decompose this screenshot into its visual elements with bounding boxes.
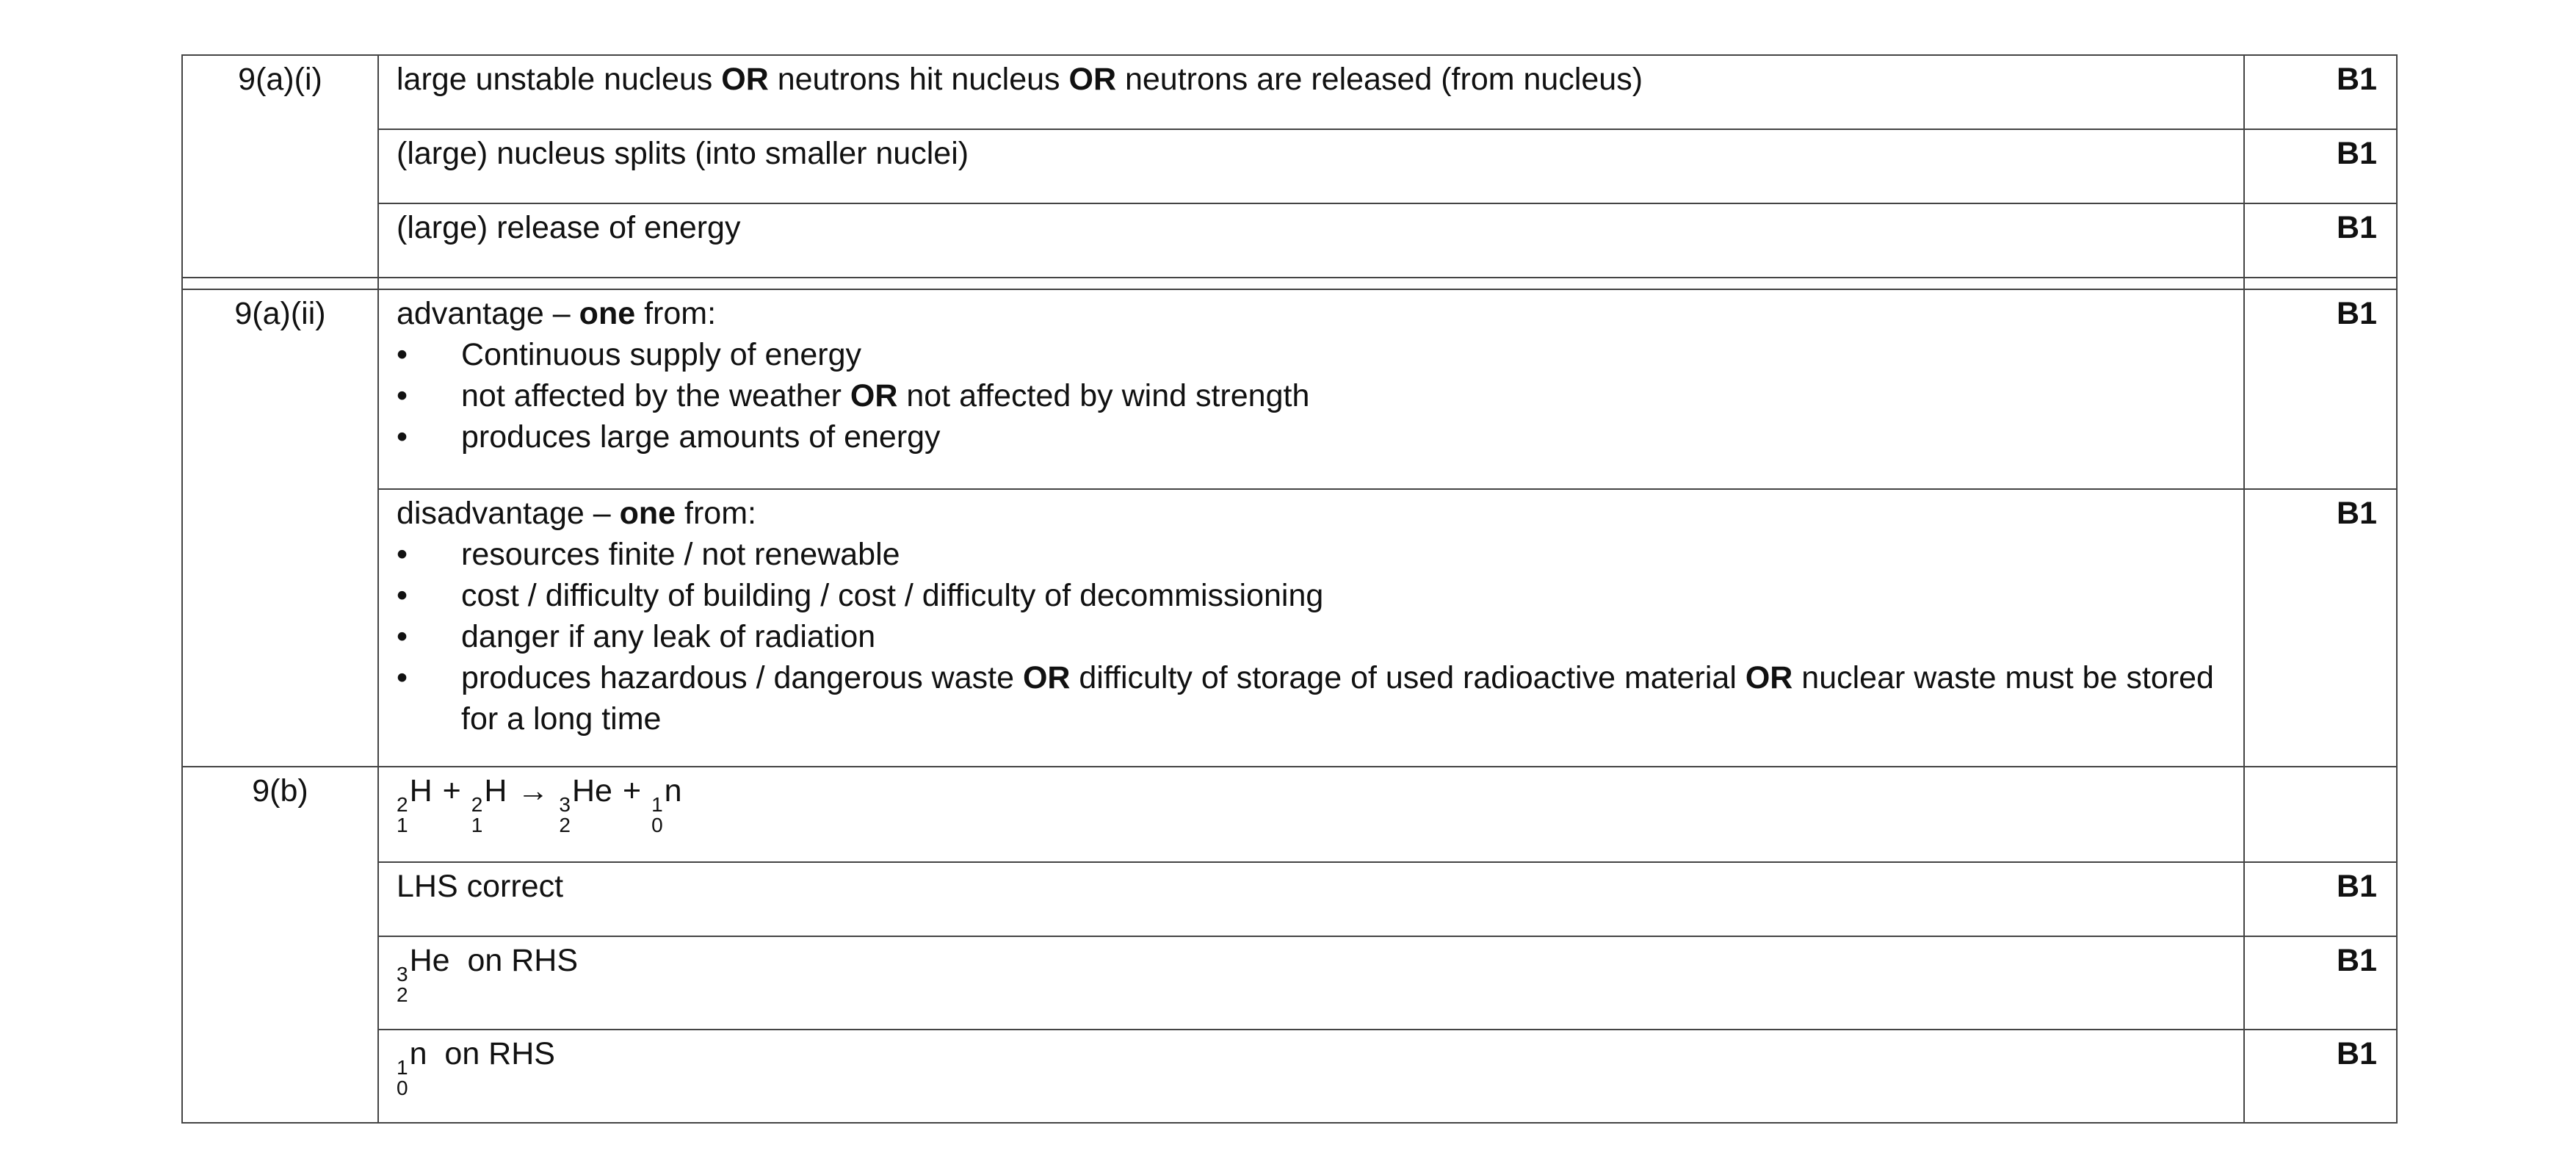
table-row (182, 489, 2397, 767)
separator-cell (2244, 278, 2397, 289)
element-symbol: He (571, 773, 612, 809)
nuclide-helium-3 (397, 940, 450, 1005)
list-item (397, 575, 2226, 616)
mark-label: B1 (2337, 943, 2377, 978)
nuclide-hydrogen-2 (471, 770, 507, 836)
mark-label: B1 (2337, 1036, 2377, 1071)
list-item-text: produces hazardous / dangerous waste (461, 660, 1023, 695)
answer-text: on RHS (467, 943, 579, 978)
mark-cell (2244, 289, 2397, 489)
or-keyword: OR (1745, 660, 1793, 695)
arrow-icon: → (517, 773, 549, 809)
answer-text: (large) release of energy (397, 210, 741, 245)
element-symbol: H (409, 773, 433, 809)
nuclide-neutron (651, 770, 682, 836)
heading-bold: one (579, 296, 636, 331)
question-number-cell (182, 55, 378, 278)
mark-cell (2244, 203, 2397, 278)
answer-text: neutrons hit nucleus (768, 62, 1069, 97)
mark-cell (2244, 1030, 2397, 1123)
heading-text: advantage – (397, 296, 579, 331)
or-keyword: OR (1022, 660, 1071, 695)
disadvantage-list (397, 534, 2226, 739)
mass-number: 1 (397, 1056, 408, 1079)
list-item (397, 657, 2226, 739)
list-item (397, 616, 2226, 657)
mark-cell (2244, 767, 2397, 862)
question-number-cell (182, 289, 378, 767)
table-row (182, 203, 2397, 278)
advantage-list (397, 334, 2226, 457)
answer-text: on RHS (444, 1036, 555, 1071)
heading-text: from: (635, 296, 717, 331)
table-row (182, 1030, 2397, 1123)
answer-cell (378, 936, 2244, 1030)
list-item-text: not affected by the weather (461, 378, 850, 413)
answer-cell (378, 55, 2244, 129)
list-item (397, 375, 2226, 416)
list-item-text: not affected by wind strength (897, 378, 1310, 413)
list-item-text: nuclear waste must be stored for a long time (461, 660, 2214, 737)
table-row (182, 55, 2397, 129)
list-item-text: produces large amounts of energy (461, 419, 941, 455)
atomic-number: 2 (559, 814, 571, 836)
answer-text: large unstable nucleus (397, 62, 722, 97)
answer-cell (378, 862, 2244, 936)
element-symbol: n (409, 1036, 427, 1071)
mark-label: B1 (2337, 296, 2377, 331)
atomic-number: 0 (651, 814, 663, 836)
element-symbol: n (664, 773, 682, 809)
heading-text: from: (676, 496, 756, 531)
question-number: 9(b) (252, 773, 308, 809)
mark-label: B1 (2337, 496, 2377, 531)
mark-cell (2244, 862, 2397, 936)
mark-label: B1 (2337, 869, 2377, 904)
mark-label: B1 (2337, 136, 2377, 171)
answer-cell (378, 489, 2244, 767)
mark-cell (2244, 129, 2397, 203)
mass-number: 3 (397, 963, 408, 985)
or-keyword: OR (721, 62, 769, 97)
fusion-equation (378, 767, 2244, 862)
plus-sign: + (442, 773, 461, 809)
answer-text: neutrons are released (from nucleus) (1116, 62, 1643, 97)
mass-number: 3 (559, 793, 571, 816)
table-row (182, 289, 2397, 489)
table-row (182, 767, 2397, 862)
answer-cell (378, 129, 2244, 203)
list-item (397, 534, 2226, 575)
mass-number: 1 (651, 793, 663, 816)
list-item-text: resources finite / not renewable (461, 537, 900, 572)
nuclide-helium-3 (559, 770, 612, 836)
nuclide-neutron (397, 1033, 427, 1099)
question-number: 9(a)(ii) (234, 296, 326, 331)
mark-cell (2244, 489, 2397, 767)
mass-number: 2 (397, 793, 408, 816)
list-item-text: difficulty of storage of used radioactive material (1070, 660, 1745, 695)
nuclide-hydrogen-2 (397, 770, 433, 836)
or-keyword: OR (850, 378, 898, 413)
list-item-text: Continuous supply of energy (461, 337, 862, 372)
answer-cell (378, 1030, 2244, 1123)
mark-scheme-table (181, 54, 2398, 1124)
table-row (182, 936, 2397, 1030)
separator-cell (182, 278, 378, 289)
row-separator (182, 278, 2397, 289)
mark-cell (2244, 936, 2397, 1030)
question-number: 9(a)(i) (238, 62, 322, 97)
list-item (397, 416, 2226, 457)
element-symbol: H (484, 773, 507, 809)
mark-label: B1 (2337, 210, 2377, 245)
table-row (182, 862, 2397, 936)
separator-cell (378, 278, 2244, 289)
atomic-number: 1 (397, 814, 408, 836)
mark-label: B1 (2337, 62, 2377, 97)
answer-text: (large) nucleus splits (into smaller nuclei) (397, 136, 969, 171)
list-item-text: cost / difficulty of building / cost / difficulty of decommissioning (461, 578, 1324, 613)
answer-cell (378, 289, 2244, 489)
answer-text: LHS correct (397, 869, 564, 904)
or-keyword: OR (1068, 62, 1117, 97)
heading-bold: one (619, 496, 676, 531)
plus-sign: + (622, 773, 642, 809)
table-row (182, 129, 2397, 203)
disadvantage-heading (397, 493, 2226, 534)
atomic-number: 0 (397, 1077, 408, 1099)
mark-cell (2244, 55, 2397, 129)
element-symbol: He (409, 943, 450, 978)
atomic-number: 1 (471, 814, 483, 836)
list-item (397, 334, 2226, 375)
atomic-number: 2 (397, 983, 408, 1006)
mass-number: 2 (471, 793, 483, 816)
advantage-heading (397, 293, 2226, 334)
list-item-text: danger if any leak of radiation (461, 619, 876, 654)
answer-cell (378, 203, 2244, 278)
question-number-cell (182, 767, 378, 1123)
heading-text: disadvantage – (397, 496, 620, 531)
